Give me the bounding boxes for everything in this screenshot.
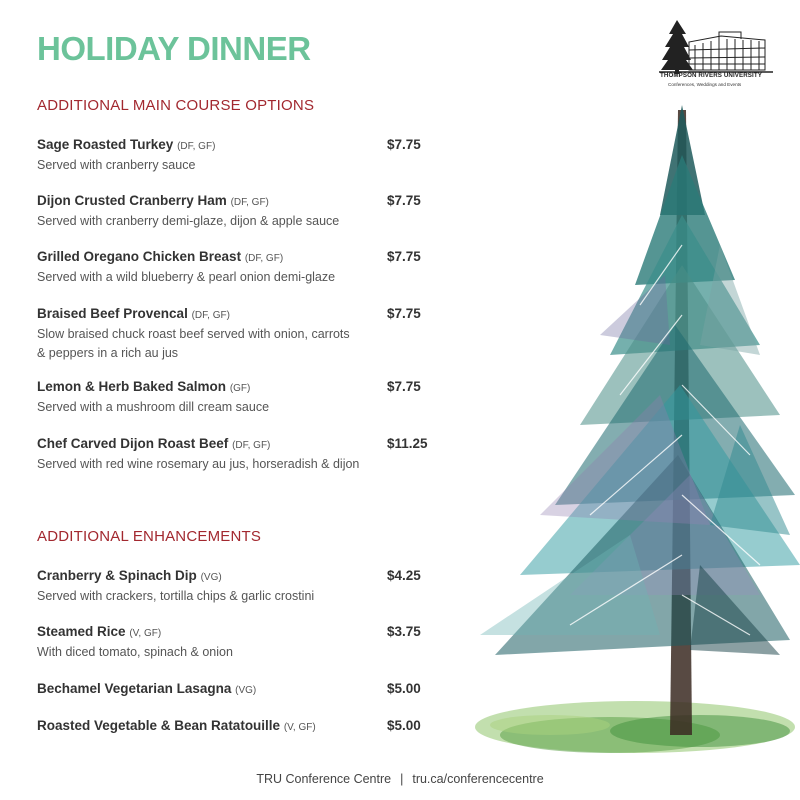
- item-name: Bechamel Vegetarian Lasagna: [37, 681, 232, 696]
- section-heading-enhancements: ADDITIONAL ENHANCEMENTS: [37, 528, 262, 545]
- menu-item: [37, 248, 437, 287]
- item-price: $7.75: [387, 193, 421, 208]
- footer-link[interactable]: tru.ca/conferencecentre: [412, 772, 544, 786]
- menu-item: [37, 136, 437, 175]
- item-price: $5.00: [387, 718, 421, 733]
- logo-subtitle: Conferences, Weddings and Events: [668, 82, 742, 87]
- item-tags: (V, GF): [129, 628, 162, 639]
- item-name: Braised Beef Provencal: [37, 306, 188, 321]
- item-tags: (VG): [200, 572, 222, 583]
- menu-item: [37, 623, 437, 662]
- menu-item: [37, 717, 437, 737]
- item-tags: (DF, GF): [177, 141, 216, 152]
- item-name: Cranberry & Spinach Dip: [37, 568, 197, 583]
- item-description: Served with a mushroom dill cream sauce: [37, 400, 270, 414]
- item-price: $3.75: [387, 624, 421, 639]
- grass: [475, 701, 795, 753]
- item-name: Sage Roasted Turkey: [37, 137, 174, 152]
- item-description: Served with crackers, tortilla chips & garlic crostini: [37, 589, 315, 603]
- item-price: $5.00: [387, 681, 421, 696]
- item-price: $7.75: [387, 306, 421, 321]
- item-description: With diced tomato, spinach & onion: [37, 645, 233, 659]
- item-tags: (V, GF): [283, 722, 316, 733]
- item-tags: (GF): [229, 383, 251, 394]
- item-price: $7.75: [387, 137, 421, 152]
- item-price: $11.25: [387, 436, 428, 451]
- item-name: Lemon & Herb Baked Salmon: [37, 379, 227, 394]
- item-description: Served with cranberry sauce: [37, 158, 196, 172]
- item-description: Slow braised chuck roast beef served with onion, carrots & peppers in a rich au jus: [37, 327, 350, 360]
- item-price: $4.25: [387, 568, 421, 583]
- tree-foliage: [480, 105, 800, 655]
- item-name: Dijon Crusted Cranberry Ham: [37, 193, 227, 208]
- item-tags: (DF, GF): [191, 310, 230, 321]
- logo-name: THOMPSON RIVERS UNIVERSITY: [660, 72, 762, 79]
- menu-item: [37, 567, 437, 606]
- christmas-tree-illustration: [460, 95, 800, 765]
- item-name: Grilled Oregano Chicken Breast: [37, 249, 242, 264]
- item-price: $7.75: [387, 249, 421, 264]
- footer: [0, 772, 800, 786]
- item-description: Served with cranberry demi-glaze, dijon & apple sauce: [37, 214, 340, 228]
- menu-item: [37, 435, 437, 474]
- item-tags: (DF, GF): [230, 197, 269, 208]
- menu-item: [37, 378, 437, 417]
- item-description: Served with a wild blueberry & pearl onion demi-glaze: [37, 270, 336, 284]
- section-heading-main-course: ADDITIONAL MAIN COURSE OPTIONS: [37, 97, 315, 114]
- footer-separator: |: [400, 772, 404, 786]
- page-title: HOLIDAY DINNER: [37, 30, 311, 67]
- item-name: Chef Carved Dijon Roast Beef: [37, 436, 229, 451]
- item-name: Roasted Vegetable & Bean Ratatouille: [37, 718, 281, 733]
- item-tags: (DF, GF): [244, 253, 284, 264]
- item-tags: (VG): [235, 685, 257, 696]
- item-description: Served with red wine rosemary au jus, horseradish & dijon: [37, 457, 360, 471]
- menu-item: [37, 680, 437, 700]
- menu-item: [37, 305, 437, 363]
- footer-venue: TRU Conference Centre: [256, 772, 392, 786]
- item-price: $7.75: [387, 379, 421, 394]
- item-name: Steamed Rice: [37, 624, 126, 639]
- menu-item: [37, 192, 437, 231]
- item-tags: (DF, GF): [232, 440, 271, 451]
